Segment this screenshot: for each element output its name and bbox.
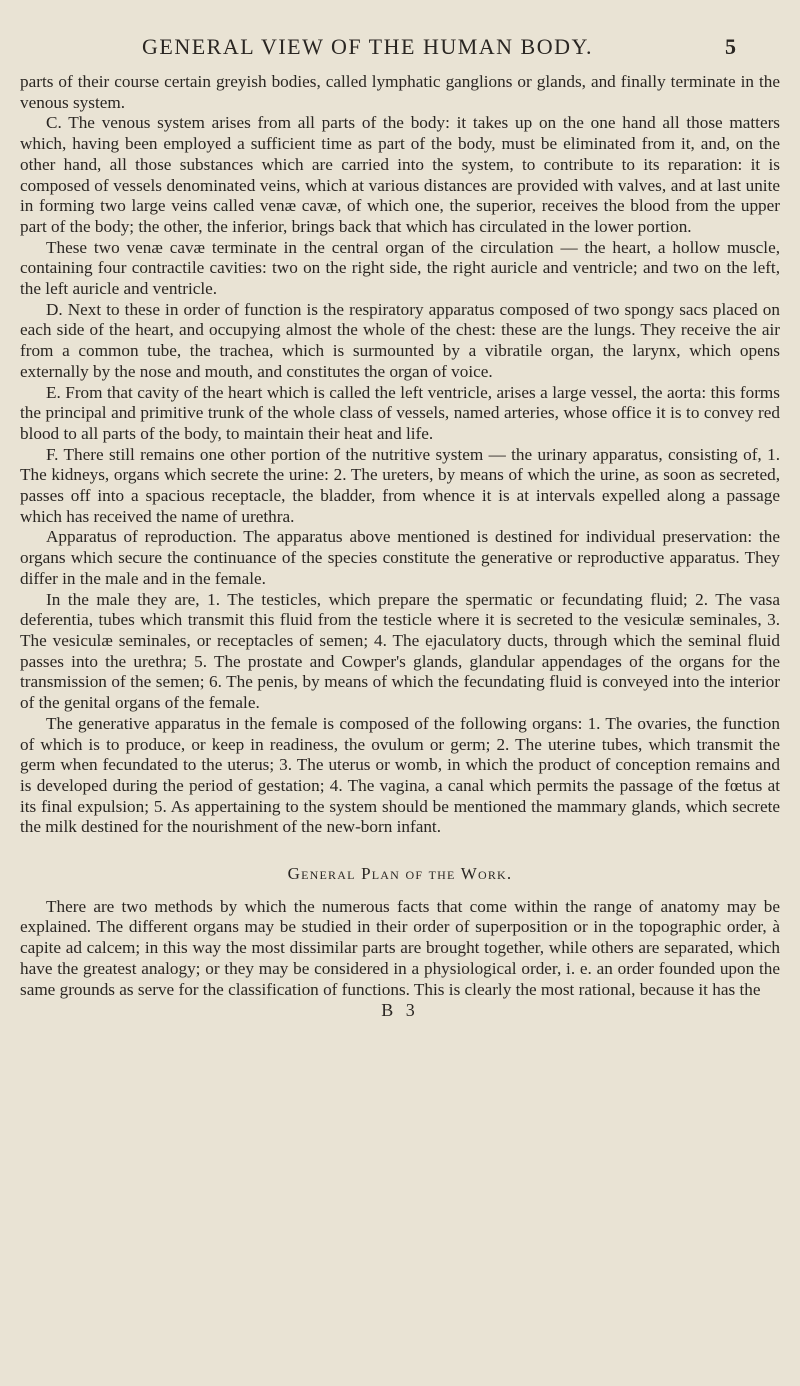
paragraph-male: In the male they are, 1. The testicles, which prepare the spermatic or fecundating fluid; 2. The vasa deferentia, tubes which transmit this fluid from the testicle where it is secreted to the vesiculæ seminales, 3. The vesiculæ seminales, or receptacles of semen; 4. The ejaculatory ducts, through which the seminal fluid passes into the urethra; 5. The prostate and Cowper's glands, glandular appendages of the organs for the transmission of the semen; 6. The penis, by means of which the fecundating fluid is conveyed into the interior of the genital organs of the female.	[20, 589, 780, 713]
signature-mark: B 3	[381, 1000, 419, 1021]
paragraph-venae-cavae: These two venæ cavæ terminate in the central organ of the circulation — the heart, a hollow muscle, containing four contractile cavities: two on the right side, the right auricle and ventricle; and two on the left, the left auricle and ventricle.	[20, 237, 780, 299]
paragraph-plan: There are two methods by which the numerous facts that come within the range of anatomy may be explained. The different organs may be studied in their order of superposition or in the topographic order, à capite ad calcem; in this way the most dissimilar parts are brought together, while others are separated, which have the greatest analogy; or they may be considered in a physiological order, i. e. an order founded upon the same grounds as serve for the classification of functions. This is clearly the most rational, because it has the	[20, 896, 780, 999]
running-head	[92, 34, 736, 60]
section-heading: General Plan of the Work.	[287, 864, 513, 884]
paragraph-female: The generative apparatus in the female is composed of the following organs: 1. The ovaries, the function of which is to produce, or keep in readiness, the ovulum or germ; 2. The uterine tubes, which transmit the germ when fecundated to the uterus; 3. The uterus or womb, in which the product of conception remains and is developed during the period of gestation; 4. The vagina, a canal which permits the passage of the fœtus at its final expulsion; 5. As appertaining to the system should be mentioned the mammary glands, which secrete the milk destined for the nourishment of the new-born infant.	[20, 713, 780, 837]
paragraph-venous-system: C. The venous system arises from all parts of the body: it takes up on the one hand all those matters which, having been employed a sufficient time as part of the body, must be eliminated from it, and, on the other hand, all those substances which are carried into the system, to contribute to its reparation: it is composed of vessels denominated veins, which at various distances are provided with valves, and at last unite in forming two large veins called venæ cavæ, of which one, the superior, receives the blood from the upper part of the body; the other, the inferior, brings back that which has circulated in the lower portion.	[20, 113, 780, 236]
page-number: 5	[725, 34, 736, 59]
running-title: GENERAL VIEW OF THE HUMAN BODY.	[142, 34, 594, 59]
paragraph-continuation: parts of their course certain greyish bodies, called lymphatic ganglions or glands, and finally terminate in the venous system.	[20, 72, 780, 112]
paragraph-aorta: E. From that cavity of the heart which is called the left ventricle, arises a large vessel, the aorta: this forms the principal and primitive trunk of the whole class of vessels, named arteries, whose office it is to convey red blood to all parts of the body, to maintain their heat and life.	[20, 382, 780, 443]
text-body	[20, 72, 780, 1021]
paragraph-reproduction: Apparatus of reproduction. The apparatus above mentioned is destined for individual preservation: the organs which secure the continuance of the species constitute the generative or reproductive apparatus. They differ in the male and in the female.	[20, 527, 780, 588]
paragraph-urinary: F. There still remains one other portion of the nutritive system — the urinary apparatus, consisting of, 1. The kidneys, organs which secrete the urine: 2. The ureters, by means of which the urine, as soon as secreted, passes off into a spacious receptacle, the bladder, from whence it is at intervals expelled along a passage which has received the name of urethra.	[20, 444, 780, 526]
paragraph-respiratory: D. Next to these in order of function is the respiratory apparatus composed of two spongy sacs placed on each side of the heart, and occupying almost the whole of the chest: these are the lungs. They receive the air from a common tube, the trachea, which is surmounted by a vibratile organ, the larynx, which opens externally by the nose and mouth, and constitutes the organ of voice.	[20, 299, 780, 381]
